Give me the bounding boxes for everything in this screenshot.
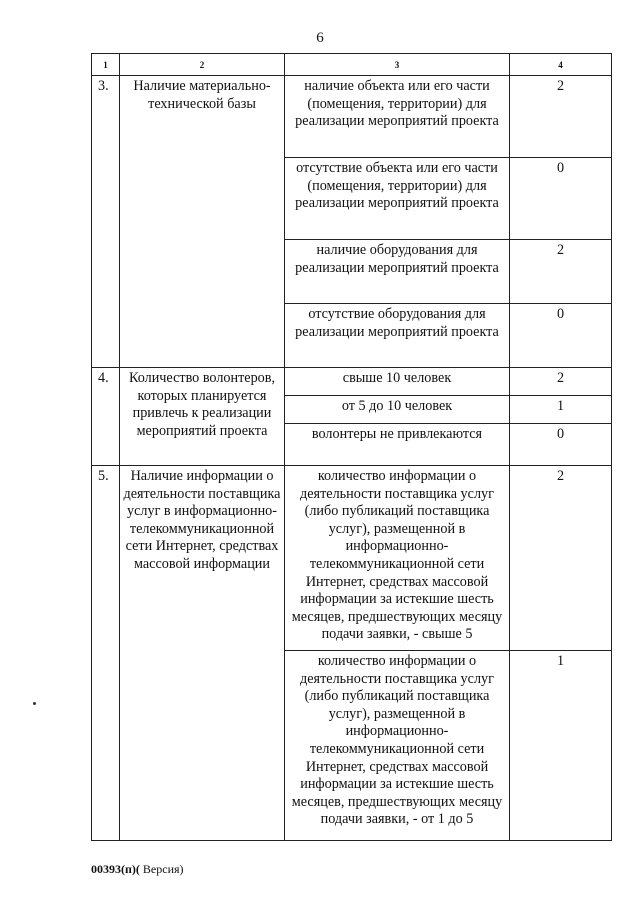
- option-text: количество информации о деятельности поставщика услуг (либо публикаций поставщика услуг), размещенной в информационно-телекоммуникационной сети Интернет, средствах массовой информации за истекшие шесть месяцев, предшествующих месяцу подачи заявки, - свыше 5: [285, 466, 510, 651]
- scan-artifact: [33, 702, 36, 705]
- table-row: [92, 76, 612, 158]
- section-number: 3.: [92, 76, 120, 368]
- criterion-text: Количество волонтеров, которых планируется привлечь к реализации мероприятий проекта: [120, 368, 285, 466]
- option-text: количество информации о деятельности поставщика услуг (либо публикаций поставщика услуг), размещенной в информационно-телекоммуникационной сети Интернет, средствах массовой информации за истекшие шесть месяцев, предшествующих месяцу подачи заявки, - от 1 до 5: [285, 651, 510, 841]
- option-score: 2: [510, 240, 612, 304]
- option-score: 1: [510, 651, 612, 841]
- section-number: 5.: [92, 466, 120, 841]
- header-cell-2: 2: [120, 54, 285, 76]
- criterion-text: Наличие материально-технической базы: [120, 76, 285, 368]
- option-score: 0: [510, 158, 612, 240]
- document-code: 00393(п)(: [91, 862, 140, 876]
- section-number: 4.: [92, 368, 120, 466]
- header-cell-1: 1: [92, 54, 120, 76]
- option-score: 2: [510, 368, 612, 396]
- option-score: 2: [510, 466, 612, 651]
- option-score: 1: [510, 396, 612, 424]
- option-text: наличие оборудования для реализации мероприятий проекта: [285, 240, 510, 304]
- version-label: Версия): [139, 862, 184, 876]
- document-footer: [91, 862, 184, 877]
- option-score: 0: [510, 424, 612, 466]
- option-text: свыше 10 человек: [285, 368, 510, 396]
- option-text: волонтеры не привлекаются: [285, 424, 510, 466]
- option-text: наличие объекта или его части (помещения, территории) для реализации мероприятий проекта: [285, 76, 510, 158]
- criteria-table: [91, 53, 612, 841]
- option-text: отсутствие объекта или его части (помещения, территории) для реализации мероприятий проекта: [285, 158, 510, 240]
- page-number: 6: [316, 30, 324, 46]
- table-header-row: [92, 54, 612, 76]
- table-row: [92, 368, 612, 396]
- option-score: 0: [510, 304, 612, 368]
- criterion-text: Наличие информации о деятельности поставщика услуг в информационно-телекоммуникационной сети Интернет, средствах массовой информации: [120, 466, 285, 841]
- option-text: отсутствие оборудования для реализации мероприятий проекта: [285, 304, 510, 368]
- header-cell-4: 4: [510, 54, 612, 76]
- table-row: [92, 466, 612, 651]
- option-score: 2: [510, 76, 612, 158]
- option-text: от 5 до 10 человек: [285, 396, 510, 424]
- header-cell-3: 3: [285, 54, 510, 76]
